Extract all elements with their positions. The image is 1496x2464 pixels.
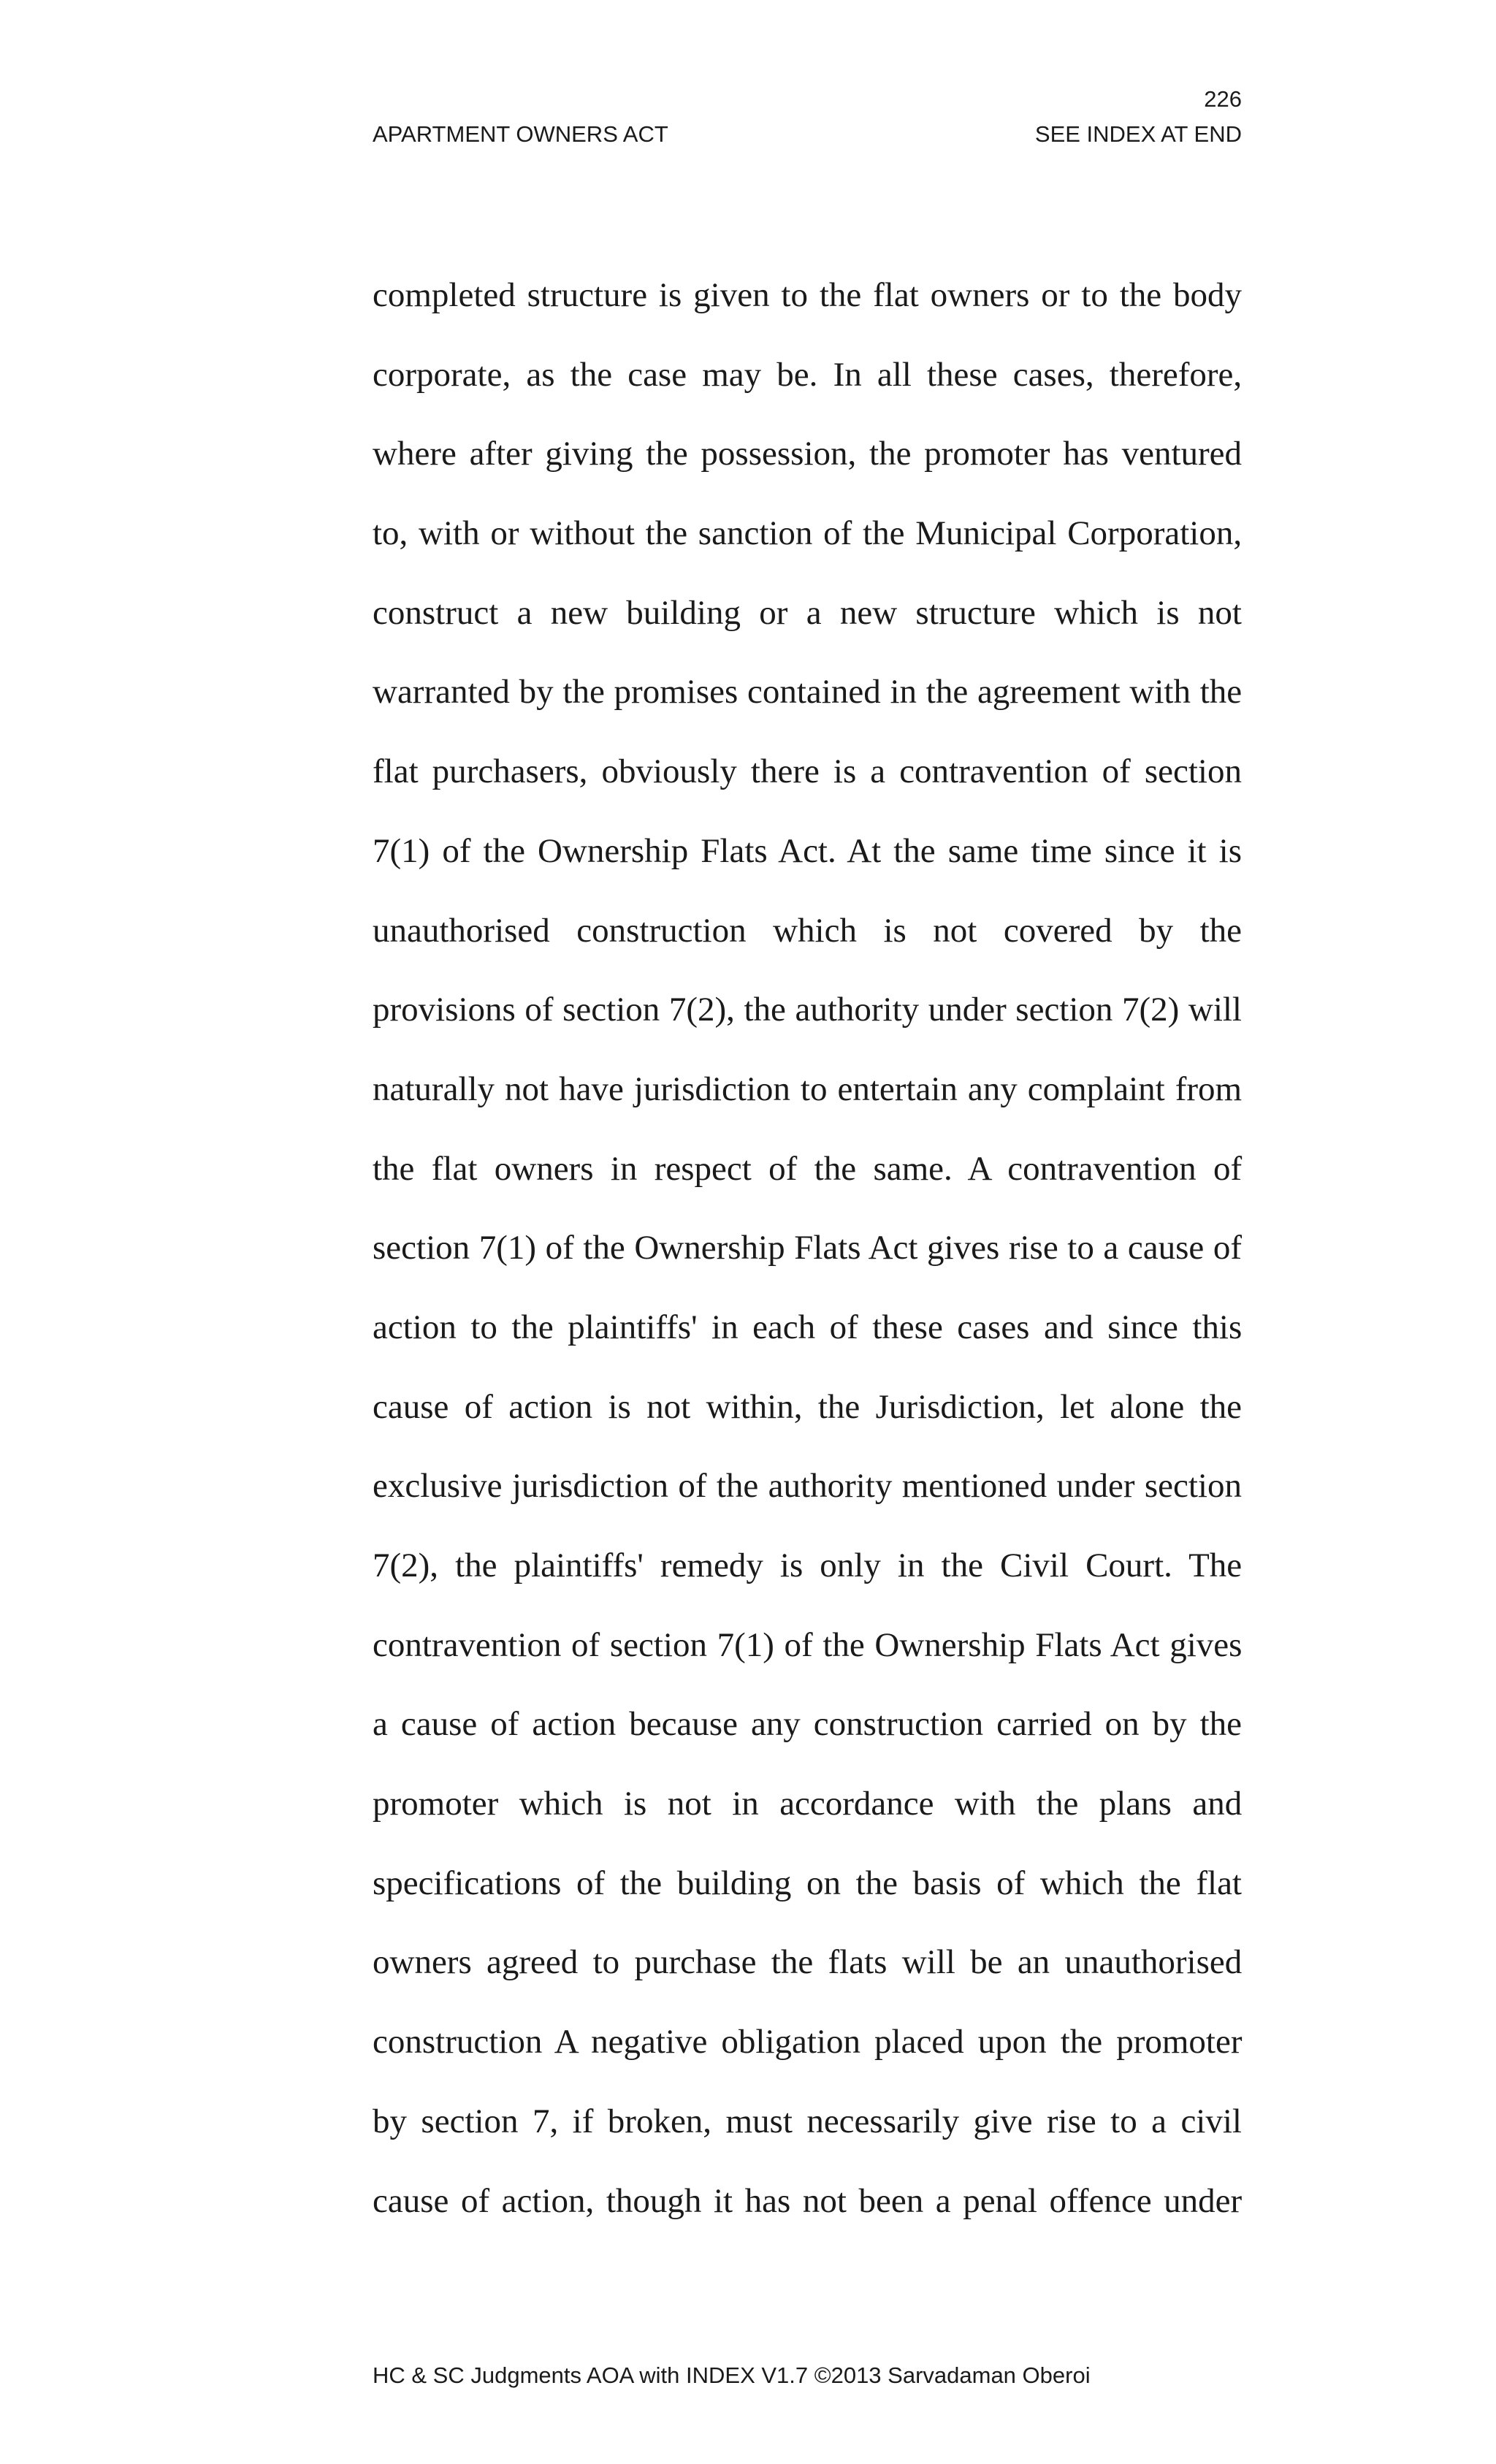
text-line: flat purchasers, obviously there is a contravention of section xyxy=(373,752,1242,791)
text-line: 7(1) of the Ownership Flats Act. At the same time since it is xyxy=(373,831,1242,870)
text-line: warranted by the promises contained in the agreement with the xyxy=(373,673,1243,712)
text-line: section 7(1) of the Ownership Flats Act gives rise to a cause of xyxy=(373,1229,1242,1267)
text-line: to, with or without the sanction of the Municipal Corporation, xyxy=(373,514,1243,553)
text-line: where after giving the possession, the promoter has ventured xyxy=(373,435,1243,473)
text-line: exclusive jurisdiction of the authority mentioned under section xyxy=(373,1467,1242,1506)
text-line: unauthorised construction which is not covered by the xyxy=(373,911,1242,950)
text-line: construct a new building or a new structure which is not xyxy=(373,593,1242,632)
text-line: cause of action is not within, the Jurisdiction, let alone the xyxy=(373,1387,1242,1426)
text-line: cause of action, though it has not been a penal offence under xyxy=(373,2181,1243,2220)
running-header xyxy=(373,120,1242,149)
text-line: 7(2), the plaintiffs' remedy is only in the Civil Court. The xyxy=(373,1546,1243,1584)
judgment-text xyxy=(373,256,1242,2240)
text-line: a cause of action because any construction carried on by the xyxy=(373,1705,1242,1744)
text-line: action to the plaintiffs' in each of these cases and since this xyxy=(373,1308,1243,1346)
text-line: owners agreed to purchase the flats will be an unauthorised xyxy=(373,1943,1243,1982)
text-line: corporate, as the case may be. In all these cases, therefore, xyxy=(373,355,1243,394)
text-line: the flat owners in respect of the same. A contravention of xyxy=(373,1149,1243,1188)
text-line: contravention of section 7(1) of the Ownership Flats Act gives xyxy=(373,1625,1243,1664)
header-index-note: SEE INDEX AT END xyxy=(1034,121,1242,147)
text-line: promoter which is not in accordance with the plans and xyxy=(373,1785,1243,1823)
text-line: specifications of the building on the basis of which the flat xyxy=(373,1864,1242,1902)
text-line: completed structure is given to the flat owners or to the body xyxy=(373,276,1242,314)
text-line: by section 7, if broken, must necessarily give rise to a civil xyxy=(373,2102,1242,2140)
header-title: APARTMENT OWNERS ACT xyxy=(373,121,668,147)
page-footer: HC & SC Judgments AOA with INDEX V1.7 ©2013 Sarvadaman Oberoi xyxy=(373,2362,1091,2388)
page-number: 226 xyxy=(1204,86,1242,112)
text-line: provisions of section 7(2), the authority under section 7(2) will xyxy=(373,991,1242,1029)
text-line: naturally not have jurisdiction to entertain any complaint from xyxy=(373,1069,1243,1108)
text-line: construction A negative obligation placed upon the promoter xyxy=(373,2023,1243,2061)
